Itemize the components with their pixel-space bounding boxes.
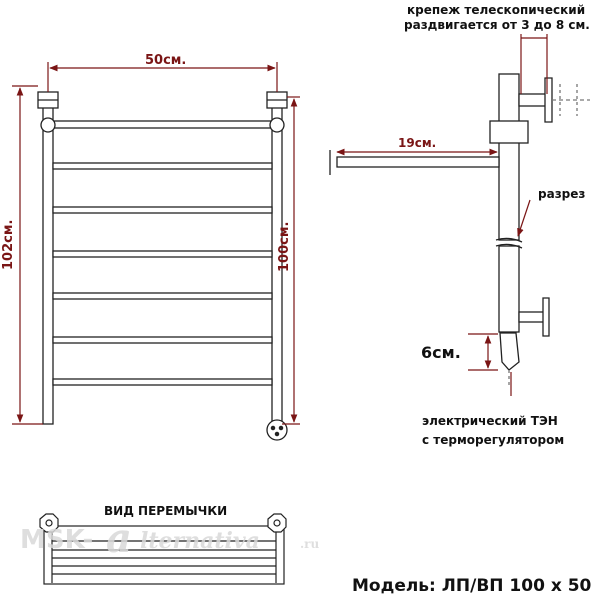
mount-note-line1: крепеж телескопический <box>407 3 586 17</box>
heater-plug <box>267 420 287 440</box>
lower-bracket-arm <box>519 312 545 322</box>
side-post-lower <box>499 246 519 332</box>
heater-note-line1: электрический ТЭН <box>422 414 558 428</box>
rung <box>53 163 272 169</box>
watermark-suffix: .ru <box>300 537 320 551</box>
left-post <box>43 96 53 424</box>
heater-height-label: 6см. <box>421 343 461 362</box>
heater-note-line2: с терморегулятором <box>422 433 565 447</box>
watermark-right: lternativa <box>140 528 260 554</box>
overall-height-label: 102см. <box>1 219 16 270</box>
right-hex-fitting <box>268 514 286 532</box>
model-label: Модель: ЛП/ВП 100 х 50 <box>352 576 592 596</box>
heater-element <box>500 333 519 370</box>
watermark-a: a <box>106 515 132 562</box>
upper-wall-cup <box>545 78 552 122</box>
lower-wall-cup <box>543 298 549 336</box>
side-post-upper <box>499 74 519 240</box>
shelf-arm <box>337 157 499 167</box>
rung <box>53 207 272 213</box>
width-label: 50см. <box>145 53 187 68</box>
upper-bracket-arm <box>519 94 547 106</box>
depth-label: 19см. <box>398 136 437 150</box>
top-view-title: ВИД ПЕРЕМЫЧКИ <box>104 504 228 518</box>
side-view <box>330 74 590 385</box>
top-crossbar <box>50 121 276 128</box>
cut-label: разрез <box>538 187 586 201</box>
mount-note-line2: раздвигается от 3 до 8 см. <box>404 18 590 32</box>
rung <box>53 379 272 385</box>
rung <box>53 337 272 343</box>
left-joint <box>41 118 55 132</box>
front-view <box>38 92 287 440</box>
watermark-left: MSK- <box>20 525 94 555</box>
rung <box>53 293 272 299</box>
right-joint <box>270 118 284 132</box>
rung <box>53 251 272 257</box>
front-dimensions <box>12 62 300 424</box>
side-collar <box>490 121 528 143</box>
rail-height-label: 100см. <box>277 221 292 272</box>
